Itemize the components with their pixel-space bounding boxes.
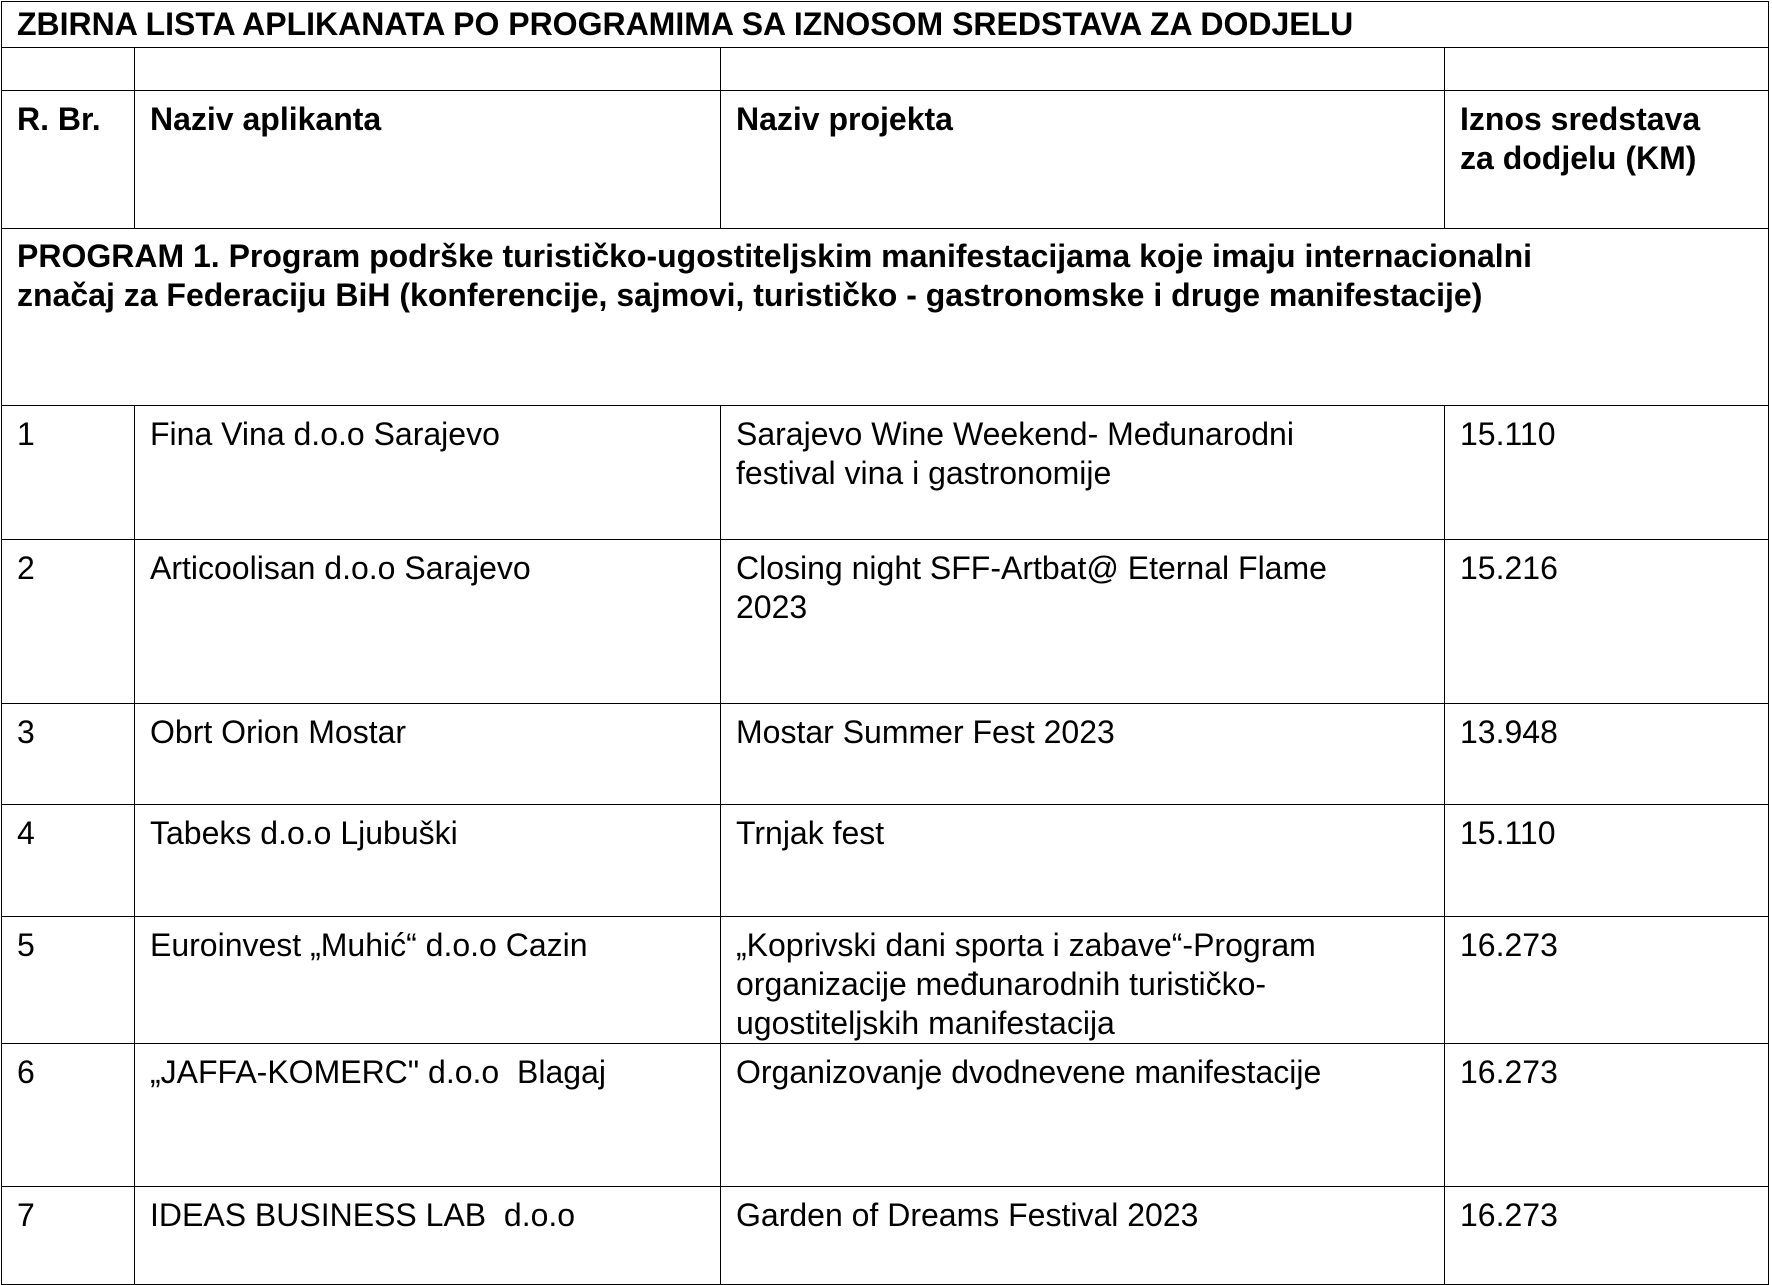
project-line: Mostar Summer Fest 2023 — [736, 714, 1115, 750]
program-heading-line: PROGRAM 1. Program podrške turističko-ugostiteljskim manifestacijama koje imaju internacionalni — [17, 238, 1533, 274]
document-title: ZBIRNA LISTA APLIKANATA PO PROGRAMIMA SA IZNOSOM SREDSTAVA ZA DODJELU — [2, 2, 1769, 48]
program-heading-line: značaj za Federaciju BiH (konferencije, sajmovi, turističko - gastronomske i druge manifestacije) — [17, 277, 1483, 313]
applicant-name: Obrt Orion Mostar — [135, 704, 721, 805]
title-row — [2, 2, 1769, 48]
project-line: „Koprivski dani sporta i zabave“-Program — [736, 927, 1316, 963]
header-applicant: Naziv aplikanta — [135, 91, 721, 229]
table-row — [2, 805, 1769, 917]
project-name — [721, 704, 1445, 805]
project-line: Sarajevo Wine Weekend- Međunarodni — [736, 416, 1294, 452]
row-number: 2 — [2, 540, 135, 704]
project-line: 2023 — [736, 589, 808, 625]
project-line: organizacije međunarodnih turističko- — [736, 966, 1267, 1002]
row-number: 3 — [2, 704, 135, 805]
table-row — [2, 1187, 1769, 1285]
header-amount — [1445, 91, 1769, 229]
project-line: festival vina i gastronomije — [736, 455, 1112, 491]
row-number: 1 — [2, 406, 135, 540]
program-heading — [2, 229, 1769, 406]
amount: 15.216 — [1445, 540, 1769, 704]
applicant-name: Euroinvest „Muhić“ d.o.o Cazin — [135, 917, 721, 1044]
header-rbr: R. Br. — [2, 91, 135, 229]
row-number: 4 — [2, 805, 135, 917]
program-row — [2, 229, 1769, 406]
table-row — [2, 406, 1769, 540]
project-name — [721, 540, 1445, 704]
empty-cell — [721, 48, 1445, 91]
row-number: 6 — [2, 1044, 135, 1187]
amount: 16.273 — [1445, 917, 1769, 1044]
amount: 16.273 — [1445, 1044, 1769, 1187]
amount: 13.948 — [1445, 704, 1769, 805]
header-amount-line: Iznos sredstava — [1460, 101, 1701, 137]
row-number: 7 — [2, 1187, 135, 1285]
empty-cell — [135, 48, 721, 91]
project-name — [721, 1044, 1445, 1187]
project-line: Trnjak fest — [736, 815, 885, 851]
applicant-name: „JAFFA-KOMERC" d.o.o Blagaj — [135, 1044, 721, 1187]
project-name — [721, 917, 1445, 1044]
table-row — [2, 540, 1769, 704]
project-line: ugostiteljskih manifestacija — [736, 1005, 1115, 1041]
row-number: 5 — [2, 917, 135, 1044]
applicant-name: IDEAS BUSINESS LAB d.o.o — [135, 1187, 721, 1285]
amount: 15.110 — [1445, 805, 1769, 917]
table-row — [2, 917, 1769, 1044]
project-line: Closing night SFF-Artbat@ Eternal Flame — [736, 550, 1327, 586]
applicant-name: Tabeks d.o.o Ljubuški — [135, 805, 721, 917]
header-amount-line: za dodjelu (KM) — [1460, 140, 1697, 176]
applicants-table — [1, 1, 1769, 1285]
amount: 15.110 — [1445, 406, 1769, 540]
applicant-name: Articoolisan d.o.o Sarajevo — [135, 540, 721, 704]
header-project: Naziv projekta — [721, 91, 1445, 229]
project-name — [721, 805, 1445, 917]
applicant-name: Fina Vina d.o.o Sarajevo — [135, 406, 721, 540]
project-name — [721, 1187, 1445, 1285]
spacer-row — [2, 48, 1769, 91]
project-line: Organizovanje dvodnevene manifestacije — [736, 1054, 1322, 1090]
project-name — [721, 406, 1445, 540]
header-row — [2, 91, 1769, 229]
empty-cell — [2, 48, 135, 91]
table-row — [2, 704, 1769, 805]
project-line: Garden of Dreams Festival 2023 — [736, 1197, 1199, 1233]
empty-cell — [1445, 48, 1769, 91]
table-row — [2, 1044, 1769, 1187]
amount: 16.273 — [1445, 1187, 1769, 1285]
